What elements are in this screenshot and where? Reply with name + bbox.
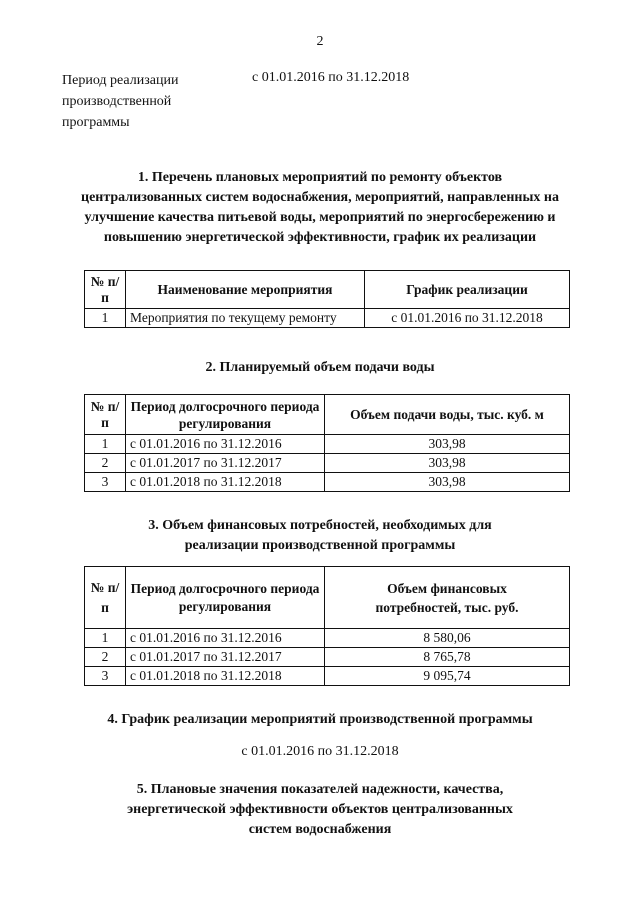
table-row	[85, 454, 570, 473]
cell-number: 1	[85, 629, 126, 648]
period-label	[62, 70, 232, 133]
col-header-period: Период долгосрочного периода регулирования	[126, 567, 325, 629]
table-row	[85, 435, 570, 454]
events-table	[84, 270, 570, 328]
period-label-line: программы	[62, 115, 130, 130]
section3-title-line: 3. Объем финансовых потребностей, необходимых для	[148, 518, 492, 533]
cell-number: 3	[85, 667, 126, 686]
cell-number: 2	[85, 454, 126, 473]
table-row	[85, 629, 570, 648]
col-header-event: Наименование мероприятия	[126, 271, 365, 309]
cell-volume: 303,98	[325, 473, 570, 492]
period-label-line: Период реализации	[62, 73, 179, 88]
section5-title	[60, 780, 580, 840]
cell-period: с 01.01.2018 по 31.12.2018	[126, 473, 325, 492]
water-volume-table	[84, 394, 570, 492]
col-header-number: № п/п	[85, 271, 126, 309]
section3-title-line: реализации производственной программы	[184, 538, 456, 553]
cell-amount: 8 580,06	[325, 629, 570, 648]
cell-event: Мероприятия по текущему ремонту	[126, 309, 365, 328]
section4-title	[60, 710, 580, 730]
cell-period: с 01.01.2016 по 31.12.2016	[126, 629, 325, 648]
table-row	[85, 473, 570, 492]
cell-period: с 01.01.2016 по 31.12.2016	[126, 435, 325, 454]
page-number: 2	[316, 34, 324, 49]
financial-needs-table	[84, 566, 570, 686]
cell-period: с 01.01.2018 по 31.12.2018	[126, 667, 325, 686]
section5-title-line: систем водоснабжения	[248, 822, 392, 837]
cell-schedule: с 01.01.2016 по 31.12.2018	[365, 309, 570, 328]
period-value: с 01.01.2016 по 31.12.2018	[252, 70, 410, 85]
section4-title-line: 4. График реализации мероприятий производственной программы	[107, 712, 533, 727]
cell-amount: 9 095,74	[325, 667, 570, 686]
section2-title	[60, 358, 580, 378]
section1-title-line: 1. Перечень плановых мероприятий по ремонту объектов	[137, 170, 503, 185]
table-row	[85, 309, 570, 328]
section5-title-line: энергетической эффективности объектов централизованных	[127, 802, 513, 817]
cell-period: с 01.01.2017 по 31.12.2017	[126, 648, 325, 667]
cell-number: 1	[85, 309, 126, 328]
col-header-period: Период долгосрочного периода регулирования	[126, 395, 325, 435]
col-header-number: № п/п	[85, 567, 126, 629]
cell-period: с 01.01.2017 по 31.12.2017	[126, 454, 325, 473]
section3-title	[60, 516, 580, 556]
col-header-number: № п/п	[85, 395, 126, 435]
section5-title-line: 5. Плановые значения показателей надежности, качества,	[136, 782, 504, 797]
section1-title-line: централизованных систем водоснабжения, мероприятий, направленных на	[81, 190, 559, 205]
cell-number: 1	[85, 435, 126, 454]
section1-title	[60, 168, 580, 248]
col-header-financial: Объем финансовых потребностей, тыс. руб.	[325, 567, 570, 629]
period-label-line: производственной	[62, 94, 172, 109]
section4-period: с 01.01.2016 по 31.12.2018	[241, 744, 399, 759]
cell-volume: 303,98	[325, 435, 570, 454]
col-header-volume: Объем подачи воды, тыс. куб. м	[325, 395, 570, 435]
col-header-schedule: График реализации	[365, 271, 570, 309]
cell-number: 3	[85, 473, 126, 492]
section2-title-line: 2. Планируемый объем подачи воды	[205, 360, 435, 375]
table-row	[85, 667, 570, 686]
table-row	[85, 648, 570, 667]
cell-number: 2	[85, 648, 126, 667]
cell-volume: 303,98	[325, 454, 570, 473]
section1-title-line: повышению энергетической эффективности, график их реализации	[103, 230, 537, 245]
cell-amount: 8 765,78	[325, 648, 570, 667]
section1-title-line: улучшение качества питьевой воды, мероприятий по энергосбережению и	[84, 210, 556, 225]
